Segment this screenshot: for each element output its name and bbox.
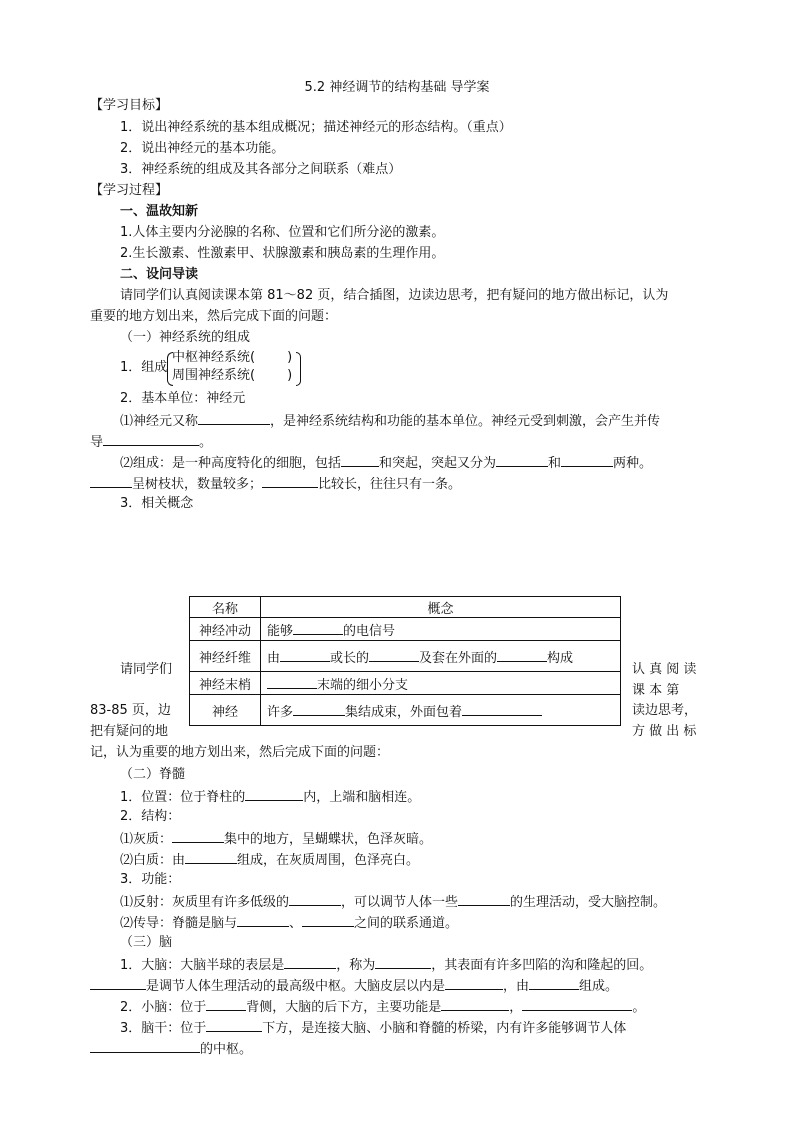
- term-definition: 许多 集结成束，外面包着: [261, 695, 621, 726]
- term-definition: 能够 的电信号: [261, 618, 621, 641]
- term-name: 神经: [190, 695, 261, 726]
- blank[interactable]: [280, 647, 330, 662]
- table-row: [190, 641, 621, 672]
- blank[interactable]: [293, 701, 345, 716]
- table-row: [190, 695, 621, 726]
- side-text-left: 83-85 页，边: [90, 703, 171, 718]
- blank[interactable]: [462, 701, 542, 716]
- guide-intro: 请同学们认真阅读课本第 81～82 页，结合插图，边读边思考，把有疑问的地方做出标记，认为: [120, 288, 669, 303]
- composition-central: 中枢神经系统( ): [172, 350, 293, 365]
- goals-heading: 【学习目标】: [90, 98, 169, 113]
- blank[interactable]: [206, 996, 246, 1011]
- goal-item: 2．说出神经元的基本功能。: [120, 141, 285, 156]
- q2-heading: 2．基本单位：神经元: [120, 391, 246, 406]
- spine-q3-2: ⑵传导：脊髓是脑与 、 之间的联系通道。: [120, 912, 458, 934]
- table-row: [190, 618, 621, 641]
- blank[interactable]: [90, 473, 132, 488]
- side-text-right: 方 做 出 标: [632, 724, 697, 739]
- term-name: 神经冲动: [190, 618, 261, 641]
- table-row: [190, 672, 621, 695]
- composition-peripheral: 周围神经系统( ): [172, 368, 293, 383]
- review-heading: 一、温故知新: [120, 204, 199, 219]
- guide-heading: 二、设问导读: [120, 267, 199, 282]
- q2-2: ⑵组成：是一种高度特化的细胞，包括 和突起，突起又分为 和 两种。: [120, 452, 652, 474]
- blank[interactable]: [237, 912, 289, 927]
- side-text-cont: 记，认为重要的地方划出来，然后完成下面的问题：: [90, 745, 390, 760]
- blank[interactable]: [267, 674, 317, 689]
- blank[interactable]: [441, 996, 509, 1011]
- blank[interactable]: [369, 647, 419, 662]
- blank[interactable]: [302, 912, 354, 927]
- blank[interactable]: [522, 996, 632, 1011]
- blank[interactable]: [185, 849, 237, 864]
- q2-1: ⑴神经元又称 ，是神经系统结构和功能的基本单位。神经元受到刺激，会产生并传: [120, 410, 660, 432]
- spine-q3: 3．功能：: [120, 872, 181, 887]
- brain-q1-cont: 是调节人体生理活动的最高级中枢。大脑皮层以内是 ，由 组成。: [90, 975, 618, 997]
- side-text-left: 把有疑问的地: [90, 724, 169, 739]
- blank[interactable]: [262, 473, 318, 488]
- concept-table: [189, 596, 621, 726]
- blank[interactable]: [293, 620, 343, 635]
- spine-q2-2: ⑵白质：由 组成，在灰质周围，色泽亮白。: [120, 849, 419, 871]
- blank[interactable]: [458, 891, 510, 906]
- blank[interactable]: [496, 452, 548, 467]
- guide-intro: 重要的地方划出来，然后完成下面的问题：: [90, 309, 338, 324]
- goal-item: 3．神经系统的组成及其各部分之间联系（难点）: [120, 162, 402, 177]
- term-definition: 由 或长的 及套在外面的 构成: [261, 641, 621, 672]
- blank[interactable]: [529, 975, 579, 990]
- part1-heading: （一）神经系统的组成: [120, 330, 251, 345]
- brain-q3: 3．脑干：位于 下方，是连接大脑、小脑和脊髓的桥梁，内有许多能够调节人体: [120, 1017, 626, 1039]
- part2-heading: （二）脊髓: [120, 767, 186, 782]
- table-header-row: [190, 597, 621, 618]
- blank[interactable]: [341, 452, 379, 467]
- blank[interactable]: [375, 954, 431, 969]
- spine-q2: 2．结构：: [120, 809, 181, 824]
- term-definition: 末端的细小分支: [261, 672, 621, 695]
- blank[interactable]: [90, 1038, 200, 1053]
- blank[interactable]: [198, 410, 270, 425]
- blank[interactable]: [206, 1017, 262, 1032]
- brain-q3-cont: 的中枢。: [90, 1038, 252, 1060]
- blank[interactable]: [445, 975, 503, 990]
- side-text-left: 请同学们: [120, 662, 173, 677]
- brain-q1: 1．大脑：大脑半球的表层是 ，称为 ，其表面有许多凹陷的沟和隆起的回。: [120, 954, 652, 976]
- side-text-right: 课 本 第: [632, 683, 680, 698]
- side-text-right: 读边思考，: [632, 703, 698, 718]
- spine-q2-1: ⑴灰质： 集中的地方，呈蝴蝶状，色泽灰暗。: [120, 828, 432, 850]
- term-name: 神经纤维: [190, 641, 261, 672]
- right-brace: [296, 352, 301, 386]
- review-item: 1.人体主要内分泌腺的名称、位置和它们所分泌的激素。: [120, 225, 445, 240]
- spine-q1: 1．位置：位于脊柱的 内，上端和脑相连。: [120, 786, 420, 808]
- brain-q2: 2．小脑：位于 背侧，大脑的后下方，主要功能是 ， 。: [120, 996, 645, 1018]
- side-text-right: 认 真 阅 读: [632, 662, 697, 677]
- q3-heading: 3．相关概念: [120, 496, 194, 511]
- part3-heading: （三）脑: [120, 935, 173, 950]
- q2-1-cont: 导 。: [90, 431, 212, 453]
- blank[interactable]: [172, 828, 224, 843]
- composition-label: 1．组成: [120, 360, 168, 375]
- term-name: 神经末梢: [190, 672, 261, 695]
- table-header: 概念: [261, 597, 621, 618]
- blank[interactable]: [561, 452, 613, 467]
- q2-3: 呈树枝状，数量较多； 比较长，往往只有一条。: [90, 473, 461, 495]
- blank[interactable]: [90, 975, 146, 990]
- table-header: 名称: [190, 597, 261, 618]
- blank[interactable]: [245, 786, 303, 801]
- blank[interactable]: [289, 891, 341, 906]
- review-item: 2.生长激素、性激素甲、状腺激素和胰岛素的生理作用。: [120, 246, 445, 261]
- blank[interactable]: [497, 647, 547, 662]
- process-heading: 【学习过程】: [90, 183, 169, 198]
- blank[interactable]: [103, 431, 199, 446]
- blank[interactable]: [284, 954, 336, 969]
- goal-item: 1．说出神经系统的基本组成概况；描述神经元的形态结构。（重点）: [120, 120, 512, 135]
- page-title: 5.2 神经调节的结构基础 导学案: [304, 80, 490, 95]
- spine-q3-1: ⑴反射：灰质里有许多低级的 ，可以调节人体一些 的生理活动，受大脑控制。: [120, 891, 666, 913]
